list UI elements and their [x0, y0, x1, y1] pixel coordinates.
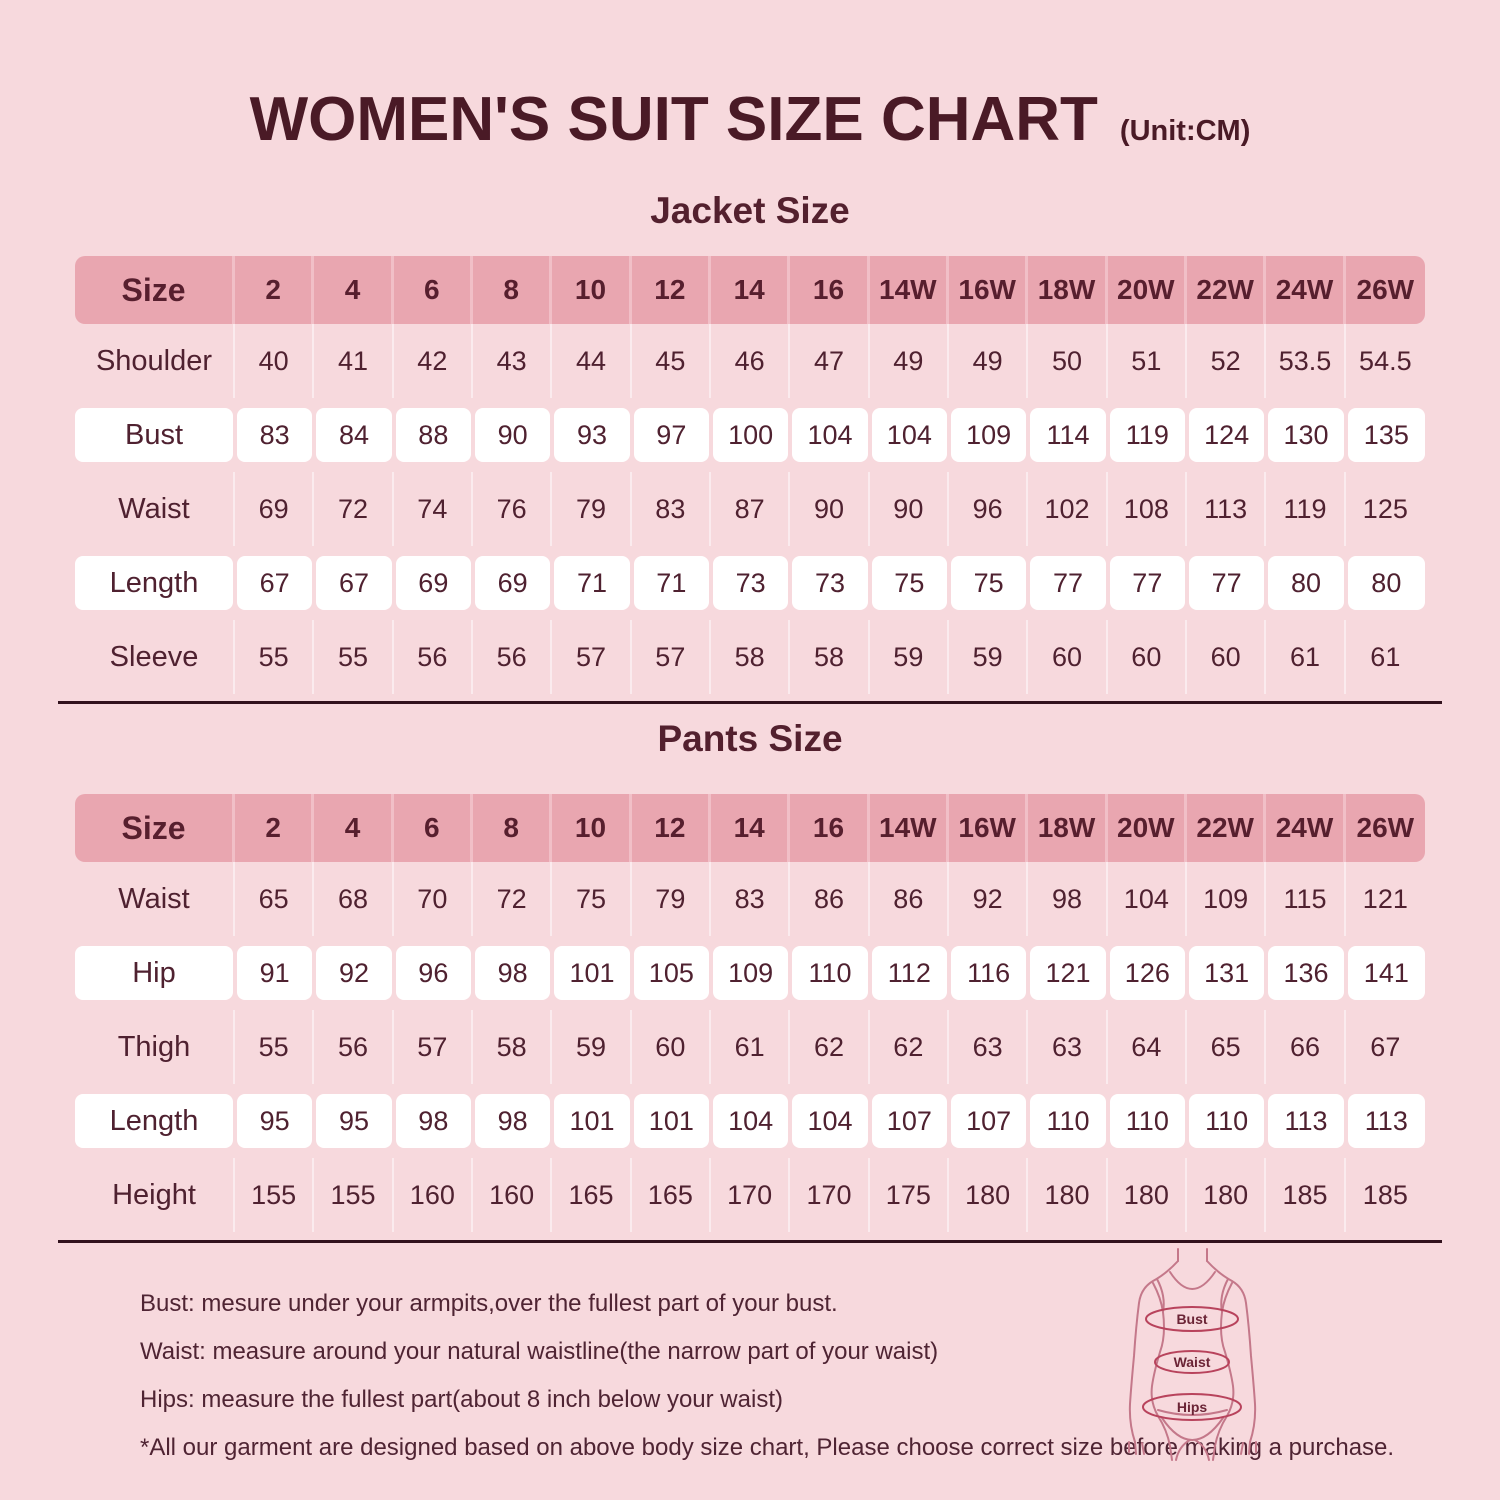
value-cell: 73	[713, 556, 788, 610]
value-cell: 54.5	[1359, 345, 1412, 376]
size-column-header: 20W	[1108, 794, 1187, 862]
row-label: Bust	[75, 408, 233, 462]
value-cell: 95	[316, 1094, 391, 1148]
value-cell: 55	[235, 1010, 314, 1084]
measurement-row-length	[75, 1084, 1425, 1158]
value-cell: 136	[1268, 946, 1343, 1000]
value-cell: 91	[237, 946, 312, 1000]
size-header-cell: Size	[75, 794, 235, 862]
value-cell: 110	[1030, 1094, 1105, 1148]
measurement-row-thigh	[75, 1010, 1425, 1084]
value-cell: 63	[949, 1010, 1028, 1084]
value-cell: 104	[792, 408, 867, 462]
value-cell: 77	[1030, 556, 1105, 610]
unit-label: (Unit:CM)	[1119, 115, 1251, 147]
value-cell: 69	[235, 472, 314, 546]
value-cell: 61	[711, 1010, 790, 1084]
value-cell: 75	[872, 556, 947, 610]
value-cell: 109	[951, 408, 1026, 462]
value-cell: 109	[1187, 862, 1266, 936]
value-cell: 58	[473, 1010, 552, 1084]
value-cell: 51	[1108, 324, 1187, 398]
value-cell: 113	[1187, 472, 1266, 546]
value-cell: 77	[1110, 556, 1185, 610]
value-cell: 47	[790, 324, 869, 398]
value-cell: 135	[1348, 408, 1425, 462]
measurement-row-hip	[75, 936, 1425, 1010]
value-cell: 49	[870, 324, 949, 398]
value-cell: 110	[1189, 1094, 1264, 1148]
size-column-header: 14W	[870, 794, 949, 862]
value-cell: 49	[949, 324, 1028, 398]
body-measurement-figure	[1110, 1246, 1275, 1466]
value-cell: 130	[1268, 408, 1343, 462]
value-cell: 71	[554, 556, 629, 610]
value-cell: 57	[394, 1010, 473, 1084]
value-cell: 141	[1348, 946, 1425, 1000]
value-cell: 55	[314, 620, 393, 694]
value-cell: 65	[235, 862, 314, 936]
size-column-header: 10	[552, 794, 631, 862]
value-cell: 101	[554, 1094, 629, 1148]
value-cell: 75	[951, 556, 1026, 610]
row-label: Length	[75, 556, 233, 610]
size-column-header: 4	[314, 256, 393, 324]
value-cell: 107	[872, 1094, 947, 1148]
value-cell: 67	[1370, 1031, 1401, 1062]
row-label: Length	[75, 1094, 233, 1148]
value-cell: 125	[1362, 493, 1408, 524]
value-cell: 80	[1268, 556, 1343, 610]
note-hips: Hips: measure the fullest part(about 8 inch below your waist)	[140, 1386, 783, 1413]
value-cell: 110	[792, 946, 867, 1000]
value-cell: 88	[396, 408, 471, 462]
value-cell: 79	[552, 472, 631, 546]
value-cell: 98	[475, 1094, 550, 1148]
size-column-header: 18W	[1028, 794, 1107, 862]
value-cell: 59	[949, 620, 1028, 694]
value-cell: 101	[554, 946, 629, 1000]
value-cell: 108	[1108, 472, 1187, 546]
measurement-row-shoulder	[75, 324, 1425, 398]
value-cell: 69	[475, 556, 550, 610]
size-column-header: 6	[394, 256, 473, 324]
measurement-row-waist	[75, 862, 1425, 936]
value-cell: 50	[1028, 324, 1107, 398]
measurement-row-waist	[75, 472, 1425, 546]
value-cell: 86	[870, 862, 949, 936]
row-label: Shoulder	[75, 324, 235, 398]
value-cell: 104	[792, 1094, 867, 1148]
value-cell: 62	[790, 1010, 869, 1084]
row-label: Sleeve	[75, 620, 235, 694]
value-cell: 43	[473, 324, 552, 398]
table-divider	[58, 1240, 1442, 1243]
note-bust: Bust: mesure under your armpits,over the fullest part of your bust.	[140, 1290, 838, 1317]
value-cell: 80	[1348, 556, 1425, 610]
value-cell: 107	[951, 1094, 1026, 1148]
value-cell: 165	[552, 1158, 631, 1232]
jacket-size-table	[75, 256, 1425, 694]
value-cell: 63	[1028, 1010, 1107, 1084]
value-cell: 92	[316, 946, 391, 1000]
value-cell: 100	[713, 408, 788, 462]
value-cell: 110	[1110, 1094, 1185, 1148]
value-cell: 115	[1266, 862, 1345, 936]
value-cell: 70	[394, 862, 473, 936]
row-label: Waist	[75, 472, 235, 546]
value-cell: 90	[870, 472, 949, 546]
value-cell: 56	[394, 620, 473, 694]
value-cell: 66	[1266, 1010, 1345, 1084]
value-cell: 61	[1370, 641, 1401, 672]
value-cell: 109	[713, 946, 788, 1000]
value-cell: 58	[790, 620, 869, 694]
value-cell: 67	[237, 556, 312, 610]
body-outline-icon	[1110, 1246, 1275, 1466]
value-cell: 180	[949, 1158, 1028, 1232]
value-cell: 96	[949, 472, 1028, 546]
value-cell: 113	[1268, 1094, 1343, 1148]
size-column-header: 20W	[1108, 256, 1187, 324]
value-cell: 175	[870, 1158, 949, 1232]
value-cell: 104	[1108, 862, 1187, 936]
value-cell: 121	[1362, 883, 1408, 914]
value-cell: 97	[634, 408, 709, 462]
value-cell: 69	[396, 556, 471, 610]
value-cell: 74	[394, 472, 473, 546]
table-header-row	[75, 794, 1425, 862]
value-cell: 72	[314, 472, 393, 546]
measurement-row-length	[75, 546, 1425, 620]
value-cell: 60	[632, 1010, 711, 1084]
value-cell: 56	[473, 620, 552, 694]
value-cell: 42	[394, 324, 473, 398]
size-column-header: 2	[235, 256, 314, 324]
size-header-cell: Size	[75, 256, 235, 324]
value-cell: 77	[1189, 556, 1264, 610]
measurement-row-sleeve	[75, 620, 1425, 694]
size-column-header: 4	[314, 794, 393, 862]
value-cell: 101	[634, 1094, 709, 1148]
value-cell: 124	[1189, 408, 1264, 462]
value-cell: 112	[872, 946, 947, 1000]
value-cell: 67	[316, 556, 391, 610]
value-cell: 65	[1187, 1010, 1266, 1084]
value-cell: 68	[314, 862, 393, 936]
value-cell: 62	[870, 1010, 949, 1084]
row-label: Hip	[75, 946, 233, 1000]
value-cell: 73	[792, 556, 867, 610]
page-title: WOMEN'S SUIT SIZE CHART	[249, 85, 1098, 154]
value-cell: 75	[552, 862, 631, 936]
value-cell: 46	[711, 324, 790, 398]
value-cell: 121	[1030, 946, 1105, 1000]
value-cell: 116	[951, 946, 1026, 1000]
value-cell: 93	[554, 408, 629, 462]
size-column-header: 14	[711, 794, 790, 862]
size-column-header: 12	[632, 794, 711, 862]
value-cell: 86	[790, 862, 869, 936]
value-cell: 126	[1110, 946, 1185, 1000]
value-cell: 160	[394, 1158, 473, 1232]
value-cell: 76	[473, 472, 552, 546]
value-cell: 155	[235, 1158, 314, 1232]
pants-size-heading: Pants Size	[657, 718, 843, 759]
value-cell: 71	[634, 556, 709, 610]
value-cell: 59	[552, 1010, 631, 1084]
note-disclaimer: *All our garment are designed based on above body size chart, Please choose correct size before making a purchase.	[140, 1434, 1395, 1461]
value-cell: 113	[1348, 1094, 1425, 1148]
value-cell: 104	[872, 408, 947, 462]
measurement-row-bust	[75, 398, 1425, 472]
value-cell: 180	[1108, 1158, 1187, 1232]
value-cell: 58	[711, 620, 790, 694]
size-column-header: 8	[473, 794, 552, 862]
value-cell: 98	[1028, 862, 1107, 936]
size-column-header: 16	[790, 794, 869, 862]
jacket-size-heading: Jacket Size	[650, 190, 850, 231]
value-cell: 87	[711, 472, 790, 546]
value-cell: 170	[790, 1158, 869, 1232]
page-title-row	[0, 84, 1500, 155]
table-header-row	[75, 256, 1425, 324]
value-cell: 104	[713, 1094, 788, 1148]
value-cell: 90	[475, 408, 550, 462]
value-cell: 180	[1187, 1158, 1266, 1232]
size-column-header: 2	[235, 794, 314, 862]
value-cell: 60	[1028, 620, 1107, 694]
size-column-header: 14W	[870, 256, 949, 324]
size-column-header: 16W	[949, 794, 1028, 862]
value-cell: 57	[552, 620, 631, 694]
value-cell: 64	[1108, 1010, 1187, 1084]
value-cell: 52	[1187, 324, 1266, 398]
row-label: Height	[75, 1158, 235, 1232]
value-cell: 114	[1030, 408, 1105, 462]
size-column-header: 12	[632, 256, 711, 324]
size-column-header: 18W	[1028, 256, 1107, 324]
value-cell: 40	[235, 324, 314, 398]
size-column-header: 6	[394, 794, 473, 862]
value-cell: 55	[235, 620, 314, 694]
value-cell: 185	[1266, 1158, 1345, 1232]
value-cell: 155	[314, 1158, 393, 1232]
size-column-header: 8	[473, 256, 552, 324]
value-cell: 83	[711, 862, 790, 936]
value-cell: 131	[1189, 946, 1264, 1000]
size-column-header: 26W	[1356, 274, 1415, 305]
value-cell: 60	[1187, 620, 1266, 694]
size-column-header: 22W	[1187, 256, 1266, 324]
value-cell: 44	[552, 324, 631, 398]
figure-label-hips: Hips	[1176, 1399, 1208, 1415]
size-column-header: 26W	[1356, 812, 1415, 843]
measurement-row-height	[75, 1158, 1425, 1232]
size-column-header: 10	[552, 256, 631, 324]
value-cell: 83	[237, 408, 312, 462]
value-cell: 57	[632, 620, 711, 694]
value-cell: 41	[314, 324, 393, 398]
value-cell: 56	[314, 1010, 393, 1084]
value-cell: 92	[949, 862, 1028, 936]
value-cell: 95	[237, 1094, 312, 1148]
table-divider	[58, 701, 1442, 704]
size-column-header: 24W	[1266, 256, 1345, 324]
value-cell: 180	[1028, 1158, 1107, 1232]
value-cell: 72	[473, 862, 552, 936]
size-column-header: 14	[711, 256, 790, 324]
size-column-header: 16	[790, 256, 869, 324]
note-waist: Waist: measure around your natural waistline(the narrow part of your waist)	[140, 1338, 939, 1365]
value-cell: 119	[1110, 408, 1185, 462]
row-label: Thigh	[75, 1010, 235, 1084]
value-cell: 119	[1266, 472, 1345, 546]
row-label: Waist	[75, 862, 235, 936]
value-cell: 59	[870, 620, 949, 694]
figure-label-bust: Bust	[1176, 1311, 1208, 1327]
value-cell: 83	[632, 472, 711, 546]
size-column-header: 22W	[1187, 794, 1266, 862]
value-cell: 61	[1266, 620, 1345, 694]
value-cell: 60	[1108, 620, 1187, 694]
value-cell: 45	[632, 324, 711, 398]
value-cell: 96	[396, 946, 471, 1000]
value-cell: 160	[473, 1158, 552, 1232]
pants-size-table	[75, 794, 1425, 1232]
value-cell: 165	[632, 1158, 711, 1232]
size-column-header: 16W	[949, 256, 1028, 324]
value-cell: 98	[396, 1094, 471, 1148]
value-cell: 170	[711, 1158, 790, 1232]
value-cell: 102	[1028, 472, 1107, 546]
size-column-header: 24W	[1266, 794, 1345, 862]
value-cell: 185	[1362, 1179, 1408, 1210]
value-cell: 90	[790, 472, 869, 546]
value-cell: 98	[475, 946, 550, 1000]
figure-label-waist: Waist	[1173, 1354, 1211, 1370]
value-cell: 84	[316, 408, 391, 462]
value-cell: 53.5	[1266, 324, 1345, 398]
value-cell: 79	[632, 862, 711, 936]
value-cell: 105	[634, 946, 709, 1000]
